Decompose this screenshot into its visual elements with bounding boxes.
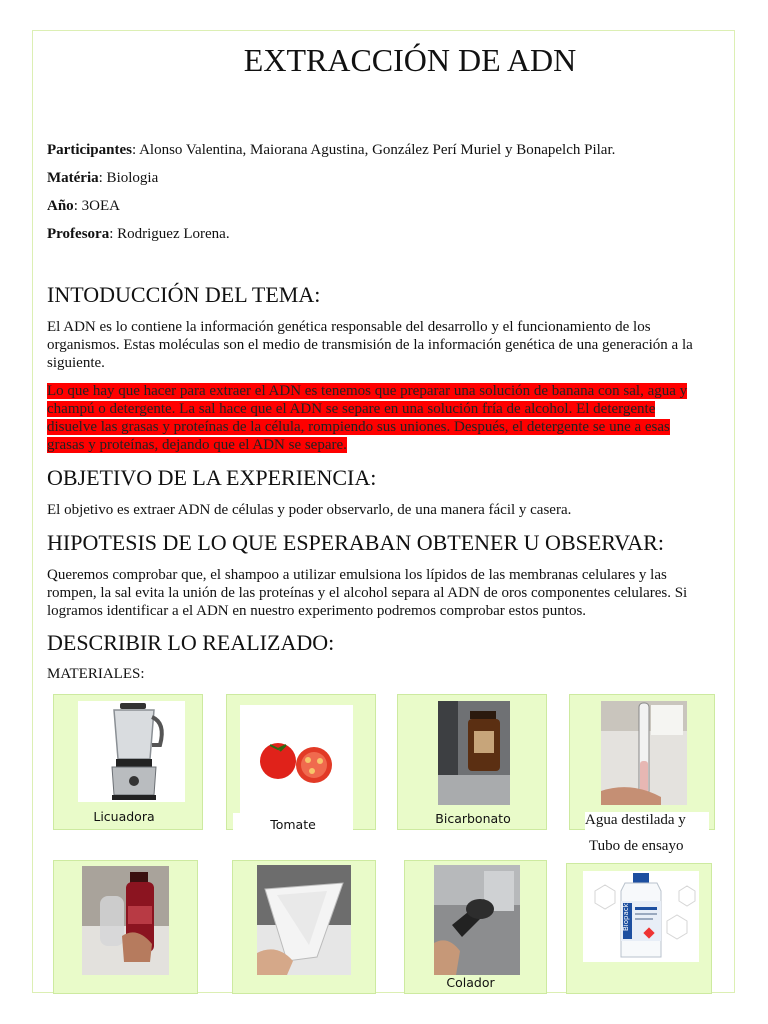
strainer-photo bbox=[434, 865, 520, 975]
intro-highlight bbox=[47, 382, 727, 454]
materials-label: MATERIALES: bbox=[47, 666, 145, 682]
highlight-line: grasas y proteínas, dejando que el ADN se separe. bbox=[47, 437, 347, 453]
shampoo-bottle-icon bbox=[82, 866, 169, 975]
hypothesis-heading: HIPOTESIS DE LO QUE ESPERABAN OBTENER U OBSERVAR: bbox=[47, 530, 664, 555]
material-card-filter bbox=[232, 860, 376, 994]
blender-icon bbox=[78, 701, 185, 802]
participants-line bbox=[47, 142, 615, 159]
year-value: : 3OEA bbox=[73, 198, 120, 214]
material-card-tomato bbox=[226, 694, 376, 830]
material-card-strainer bbox=[404, 860, 547, 994]
describe-heading: DESCRIBIR LO REALIZADO: bbox=[47, 630, 335, 655]
material-card-water bbox=[569, 694, 715, 830]
material-card-blender bbox=[53, 694, 203, 830]
caption-tomato: Tomate bbox=[233, 813, 353, 837]
hypothesis-paragraph: Queremos comprobar que, el shampoo a utilizar emulsiona los lípidos de las membranas celulares y las rompen, la sal evita la unión de las proteínas y el alcohol separa al ADN de oros componentes celulares. Si logramos identificar a el ADN en nuestro experimento podremos comprobar estos puntos. bbox=[47, 567, 688, 619]
intro-heading: INTODUCCIÓN DEL TEMA: bbox=[47, 282, 321, 307]
document-title: EXTRACCIÓN DE ADN bbox=[243, 42, 577, 78]
filter-paper-photo bbox=[257, 865, 351, 975]
caption-bicarbonate: Bicarbonato bbox=[435, 811, 511, 826]
alcohol-photo bbox=[583, 871, 699, 962]
bottle-brand-text: Biopack bbox=[622, 903, 630, 931]
subject-value: : Biologia bbox=[98, 170, 159, 186]
teacher-line bbox=[47, 226, 230, 243]
material-card-bicarbonate bbox=[397, 694, 547, 830]
highlight-line: Lo que hay que hacer para extraer el ADN es tenemos que preparar una solución de banana con sal, agua y bbox=[47, 383, 688, 399]
strainer-icon bbox=[434, 865, 520, 975]
subject-line bbox=[47, 170, 158, 187]
test-tube-icon bbox=[601, 701, 687, 805]
caption-blender: Licuadora bbox=[93, 809, 155, 824]
teacher-value: : Rodriguez Lorena. bbox=[109, 226, 230, 242]
year-label: Año bbox=[47, 198, 74, 214]
objective-heading: OBJETIVO DE LA EXPERIENCIA: bbox=[47, 465, 377, 490]
highlight-line: disuelve las grasas y proteínas de la célula, rompiendo sus uniones. Después, el detergente se une a esas bbox=[47, 419, 670, 435]
tomato-photo bbox=[240, 705, 353, 813]
caption-strainer: Colador bbox=[446, 975, 495, 990]
material-card-alcohol bbox=[566, 863, 712, 994]
highlight-line: champú o detergente. La sal hace que el ADN se separe en una solución fría de alcohol. El detergente bbox=[47, 401, 656, 417]
subject-label: Matéria bbox=[47, 170, 99, 186]
shampoo-photo bbox=[82, 866, 169, 975]
caption-water-line2: Tubo de ensayo bbox=[575, 832, 707, 858]
objective-paragraph: El objetivo es extraer ADN de células y poder observarlo, de una manera fácil y casera. bbox=[47, 502, 572, 518]
teacher-label: Profesora bbox=[47, 226, 110, 242]
blender-photo bbox=[78, 701, 185, 802]
alcohol-bottle-icon bbox=[583, 871, 699, 962]
caption-water-line1: Agua destilada y bbox=[585, 812, 709, 832]
tomato-icon bbox=[240, 705, 353, 813]
test-tube-photo bbox=[601, 701, 687, 805]
intro-paragraph: El ADN es lo contiene la información genética responsable del desarrollo y el funcionamiento de los organismos. Estas moléculas son el medio de transmisión de la información genética de una generación a la siguiente. bbox=[47, 319, 693, 371]
participants-value: : Alonso Valentina, Maiorana Agustina, González Perí Muriel y Bonapelch Pilar. bbox=[131, 142, 616, 158]
year-line bbox=[47, 198, 120, 215]
bicarbonate-jar-icon bbox=[438, 701, 510, 805]
filter-paper-icon bbox=[257, 865, 351, 975]
material-card-shampoo bbox=[53, 860, 198, 994]
bicarbonate-photo bbox=[438, 701, 510, 805]
participants-label: Participantes bbox=[47, 142, 132, 158]
